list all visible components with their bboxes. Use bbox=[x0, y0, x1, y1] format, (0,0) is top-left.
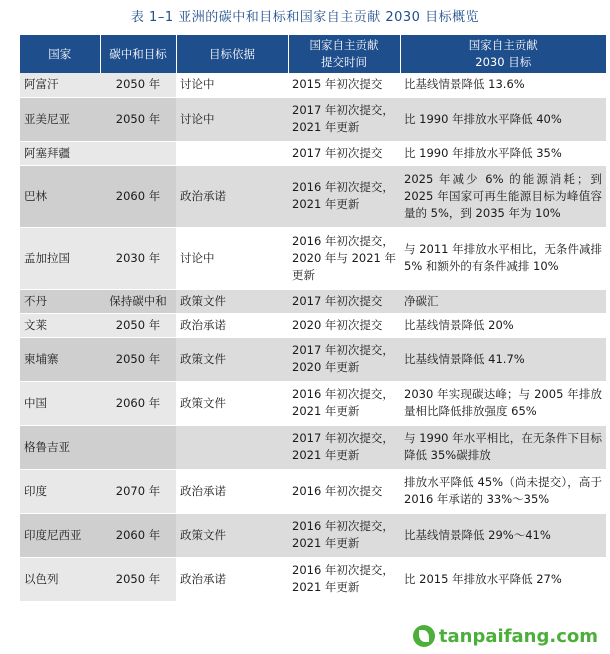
table-row bbox=[20, 289, 606, 313]
country-cell: 文莱 bbox=[20, 313, 100, 337]
ndc-time-cell: 2017 年初次提交，2021 年更新 bbox=[288, 97, 400, 141]
ndc-time-cell: 2015 年初次提交 bbox=[288, 73, 400, 97]
table-row bbox=[20, 227, 606, 289]
basis-cell: 政治承诺 bbox=[176, 469, 288, 513]
ndc-goal-cell: 净碳汇 bbox=[400, 289, 606, 313]
target-cell: 2050 年 bbox=[100, 557, 176, 601]
target-cell: 2050 年 bbox=[100, 337, 176, 381]
table-caption: 表 1–1 亚洲的碳中和目标和国家自主贡献 2030 目标概览 bbox=[130, 10, 480, 25]
ndc-goal-cell: 比基线情景降低 41.7% bbox=[400, 337, 606, 381]
target-cell: 2060 年 bbox=[100, 165, 176, 227]
basis-cell: 政治承诺 bbox=[176, 557, 288, 601]
country-cell: 以色列 bbox=[20, 557, 100, 601]
header-basis: 目标依据 bbox=[176, 35, 288, 73]
country-cell: 阿塞拜疆 bbox=[20, 141, 100, 165]
country-cell: 印度 bbox=[20, 469, 100, 513]
basis-cell bbox=[176, 141, 288, 165]
ndc-time-cell: 2020 年初次提交 bbox=[288, 313, 400, 337]
table-row bbox=[20, 469, 606, 513]
basis-cell: 讨论中 bbox=[176, 97, 288, 141]
ndc-goal-cell: 与 1990 年水平相比，在无条件下目标降低 35%碳排放 bbox=[400, 425, 606, 469]
ndc-time-cell: 2016 年初次提交，2020 年与 2021 年更新 bbox=[288, 227, 400, 289]
header-ndc-goal: 国家自主贡献 2030 目标 bbox=[400, 35, 606, 73]
ndc-time-cell: 2016 年初次提交，2021 年更新 bbox=[288, 165, 400, 227]
country-cell: 巴林 bbox=[20, 165, 100, 227]
target-cell bbox=[100, 425, 176, 469]
target-cell: 2060 年 bbox=[100, 513, 176, 557]
ndc-time-cell: 2017 年初次提交，2020 年更新 bbox=[288, 337, 400, 381]
ndc-table bbox=[20, 35, 606, 602]
target-cell: 2060 年 bbox=[100, 381, 176, 425]
country-cell: 中国 bbox=[20, 381, 100, 425]
target-cell: 2050 年 bbox=[100, 97, 176, 141]
country-cell: 阿富汗 bbox=[20, 73, 100, 97]
header-country: 国家 bbox=[20, 35, 100, 73]
ndc-goal-cell: 与 2011 年排放水平相比，无条件减排 5% 和额外的有条件减排 10% bbox=[400, 227, 606, 289]
ndc-time-cell: 2017 年初次提交，2021 年更新 bbox=[288, 425, 400, 469]
header-ndc-time: 国家自主贡献 提交时间 bbox=[288, 35, 400, 73]
target-cell: 2070 年 bbox=[100, 469, 176, 513]
header-row bbox=[20, 35, 606, 73]
ndc-goal-cell: 2030 年实现碳达峰；与 2005 年排放量相比降低排放强度 65% bbox=[400, 381, 606, 425]
basis-cell: 政治承诺 bbox=[176, 313, 288, 337]
basis-cell: 政策文件 bbox=[176, 513, 288, 557]
basis-cell: 政策文件 bbox=[176, 381, 288, 425]
target-cell: 2050 年 bbox=[100, 313, 176, 337]
country-cell: 亚美尼亚 bbox=[20, 97, 100, 141]
country-cell: 不丹 bbox=[20, 289, 100, 313]
ndc-goal-cell: 比基线情景降低 29%～41% bbox=[400, 513, 606, 557]
table-row bbox=[20, 165, 606, 227]
ndc-goal-cell: 比 1990 年排放水平降低 35% bbox=[400, 141, 606, 165]
table-row bbox=[20, 141, 606, 165]
watermark bbox=[409, 624, 602, 648]
country-cell: 柬埔寨 bbox=[20, 337, 100, 381]
country-cell: 印度尼西亚 bbox=[20, 513, 100, 557]
table-row bbox=[20, 73, 606, 97]
table-row bbox=[20, 425, 606, 469]
table-row bbox=[20, 97, 606, 141]
target-cell: 2050 年 bbox=[100, 73, 176, 97]
basis-cell: 政策文件 bbox=[176, 337, 288, 381]
target-cell bbox=[100, 141, 176, 165]
table-row bbox=[20, 513, 606, 557]
basis-cell: 政治承诺 bbox=[176, 165, 288, 227]
ndc-goal-cell: 比基线情景降低 13.6% bbox=[400, 73, 606, 97]
ndc-time-cell: 2017 年初次提交 bbox=[288, 289, 400, 313]
ndc-goal-cell: 比 2015 年排放水平降低 27% bbox=[400, 557, 606, 601]
country-cell: 格鲁吉亚 bbox=[20, 425, 100, 469]
table-row bbox=[20, 381, 606, 425]
table-row bbox=[20, 557, 606, 601]
target-cell: 保持碳中和 bbox=[100, 289, 176, 313]
basis-cell: 讨论中 bbox=[176, 73, 288, 97]
table-row bbox=[20, 313, 606, 337]
ndc-time-cell: 2016 年初次提交 bbox=[288, 469, 400, 513]
ndc-time-cell: 2016 年初次提交，2021 年更新 bbox=[288, 557, 400, 601]
table-row bbox=[20, 337, 606, 381]
ndc-goal-cell: 2025 年减少 6% 的能源消耗；到 2025 年国家可再生能源目标为峰值容量的 5%，到 2035 年为 10% bbox=[400, 165, 606, 227]
basis-cell: 政策文件 bbox=[176, 289, 288, 313]
basis-cell bbox=[176, 425, 288, 469]
header-target: 碳中和目标 bbox=[100, 35, 176, 73]
ndc-time-cell: 2017 年初次提交 bbox=[288, 141, 400, 165]
leaf-logo-icon bbox=[413, 625, 435, 647]
target-cell: 2030 年 bbox=[100, 227, 176, 289]
watermark-text: tanpaifang.com bbox=[438, 625, 598, 647]
ndc-goal-cell: 排放水平降低 45%（尚未提交），高于 2016 年承诺的 33%～35% bbox=[400, 469, 606, 513]
basis-cell: 讨论中 bbox=[176, 227, 288, 289]
ndc-goal-cell: 比 1990 年排放水平降低 40% bbox=[400, 97, 606, 141]
ndc-goal-cell: 比基线情景降低 20% bbox=[400, 313, 606, 337]
ndc-time-cell: 2016 年初次提交，2021 年更新 bbox=[288, 513, 400, 557]
country-cell: 孟加拉国 bbox=[20, 227, 100, 289]
ndc-time-cell: 2016 年初次提交，2021 年更新 bbox=[288, 381, 400, 425]
